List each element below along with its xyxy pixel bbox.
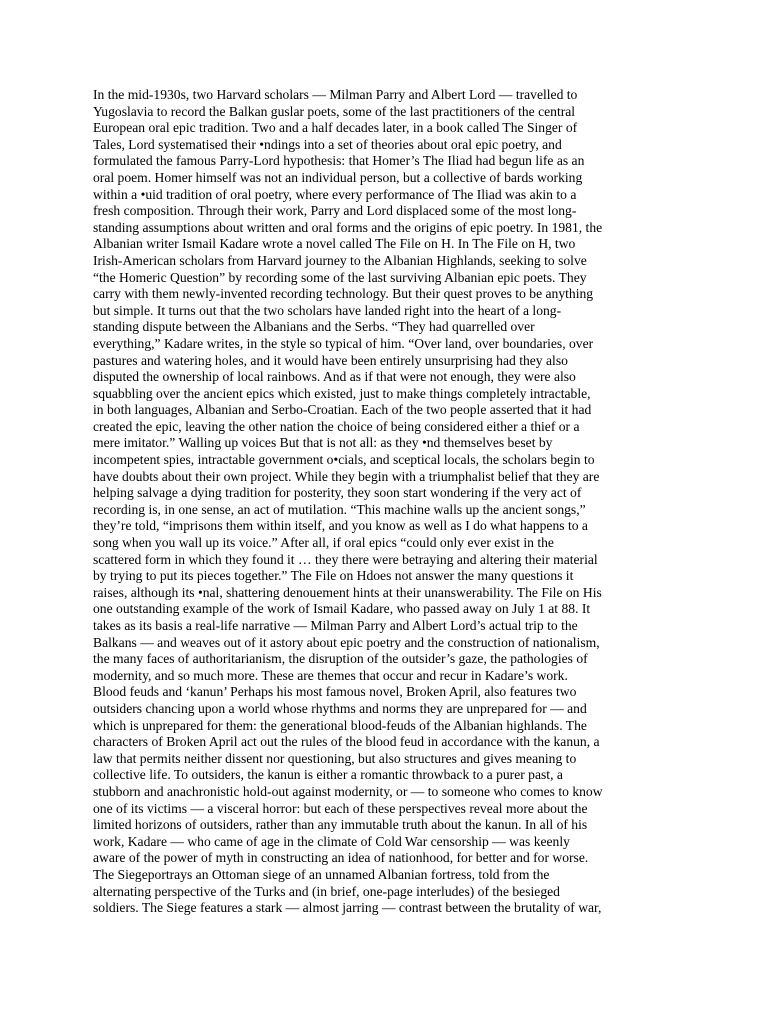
text-line: Blood feuds and ‘kanun’ Perhaps his most famous novel, Broken April, also features two bbox=[93, 684, 577, 700]
text-line: standing dispute between the Albanians and the Serbs. “They had quarrelled over bbox=[93, 319, 535, 335]
text-line: Irish-American scholars from Harvard journey to the Albanian Highlands, seeking to solve bbox=[93, 252, 587, 268]
text-line: one outstanding example of the work of Ismail Kadare, who passed away on July 1 at 88. It bbox=[93, 601, 591, 617]
text-line: law that permits neither dissent nor questioning, but also structures and gives meaning to bbox=[93, 750, 577, 766]
text-line: European oral epic tradition. Two and a half decades later, in a book called The Singer of bbox=[93, 120, 578, 136]
text-line: incompetent spies, intractable government o•cials, and sceptical locals, the scholars begin to bbox=[93, 452, 595, 468]
text-line: The Siegeportrays an Ottoman siege of an unnamed Albanian fortress, told from the bbox=[93, 866, 550, 882]
text-line: the many faces of authoritarianism, the disruption of the outsider’s gaze, the pathologies of bbox=[93, 651, 588, 667]
text-line: in both languages, Albanian and Serbo-Croatian. Each of the two people asserted that it had bbox=[93, 402, 592, 418]
text-line: In the mid-1930s, two Harvard scholars — Milman Parry and Albert Lord — travelled to bbox=[93, 87, 578, 102]
text-line: song when you wall up its voice.” After all, if oral epics “could only ever exist in the bbox=[93, 535, 554, 551]
text-line: squabbling over the ancient epics which existed, just to make things completely intractable, bbox=[93, 385, 591, 401]
text-line: collective life. To outsiders, the kanun is either a romantic throwback to a purer past, a bbox=[93, 767, 563, 783]
text-line: raises, although its •nal, shattering denouement hints at their unanswerability. The File on His bbox=[93, 584, 602, 600]
text-line: oral poem. Homer himself was not an individual person, but a collective of bards working bbox=[93, 169, 583, 185]
text-line: Tales, Lord systematised their •ndings into a set of theories about oral epic poetry, and bbox=[93, 136, 562, 152]
text-line: disputed the ownership of local rainbows. And as if that were not enough, they were also bbox=[93, 369, 576, 385]
text-line: modernity, and so much more. These are themes that occur and recur in Kadare’s work. bbox=[93, 667, 568, 683]
text-line: stubborn and anachronistic hold-out against modernity, or — to someone who comes to know bbox=[93, 783, 603, 799]
text-line: alternating perspective of the Turks and (in brief, one-page interludes) of the besieged bbox=[93, 883, 560, 899]
text-line: fresh composition. Through their work, Parry and Lord displaced some of the most long- bbox=[93, 203, 577, 219]
text-line: Balkans — and weaves out of it astory about epic poetry and the construction of nationalism, bbox=[93, 634, 600, 650]
text-line: have doubts about their own project. While they begin with a triumphalist belief that they are bbox=[93, 468, 600, 484]
text-line: Albanian writer Ismail Kadare wrote a novel called The File on H. In The File on H, two bbox=[93, 236, 576, 252]
text-line: standing assumptions about written and oral forms and the origins of epic poetry. In 1981, the bbox=[93, 219, 603, 235]
text-line: pastures and watering holes, and it would have been entirely unsurprising had they also bbox=[93, 352, 568, 368]
text-line: “the Homeric Question” by recording some of the last surviving Albanian epic poets. They bbox=[93, 269, 587, 285]
article-body bbox=[93, 87, 678, 917]
text-line: outsiders chancing upon a world whose rhythms and norms they are unprepared for — and bbox=[93, 700, 587, 716]
text-line: scattered form in which they found it … they there were betraying and altering their material bbox=[93, 551, 598, 567]
text-line: helping salvage a dying tradition for posterity, they soon start wondering if the very act of bbox=[93, 485, 582, 501]
text-line: Yugoslavia to record the Balkan guslar poets, some of the last practitioners of the central bbox=[93, 103, 576, 119]
text-line: mere imitator.” Walling up voices But that is not all: as they •nd themselves beset by bbox=[93, 435, 553, 451]
text-line: but simple. It turns out that the two scholars have landed right into the heart of a long- bbox=[93, 302, 562, 318]
text-line: work, Kadare — who came of age in the climate of Cold War censorship — was keenly bbox=[93, 833, 570, 849]
text-line: everything,” Kadare writes, in the style so typical of him. “Over land, over boundaries, over bbox=[93, 335, 594, 351]
text-line: formulated the famous Parry-Lord hypothesis: that Homer’s The Iliad had begun life as an bbox=[93, 153, 585, 169]
text-line: they’re told, “imprisons them within itself, and you know as well as I do what happens to a bbox=[93, 518, 588, 534]
text-line: carry with them newly-invented recording technology. But their quest proves to be anything bbox=[93, 286, 594, 302]
text-line: which is unprepared for them: the generational blood-feuds of the Albanian highlands. The bbox=[93, 717, 587, 733]
text-line: aware of the power of myth in constructing an idea of nationhood, for better and for worse. bbox=[93, 850, 589, 866]
text-line: one of its victims — a visceral horror: but each of these perspectives reveal more about the bbox=[93, 800, 588, 816]
text-line: by trying to put its pieces together.” The File on Hdoes not answer the many questions it bbox=[93, 568, 574, 584]
text-line: created the epic, leaving the other nation the choice of being considered either a thief or a bbox=[93, 418, 580, 434]
text-line: recording is, in one sense, an act of mutilation. “This machine walls up the ancient songs,” bbox=[93, 501, 586, 517]
text-line: characters of Broken April act out the rules of the blood feud in accordance with the kanun, a bbox=[93, 734, 600, 750]
text-line: soldiers. The Siege features a stark — almost jarring — contrast between the brutality of war, bbox=[93, 900, 602, 916]
text-line: within a •uid tradition of oral poetry, where every performance of The Iliad was akin to a bbox=[93, 186, 577, 202]
text-line: limited horizons of outsiders, rather than any immutable truth about the kanun. In all of his bbox=[93, 817, 588, 833]
text-line: takes as its basis a real-life narrative — Milman Parry and Albert Lord’s actual trip to the bbox=[93, 618, 578, 633]
